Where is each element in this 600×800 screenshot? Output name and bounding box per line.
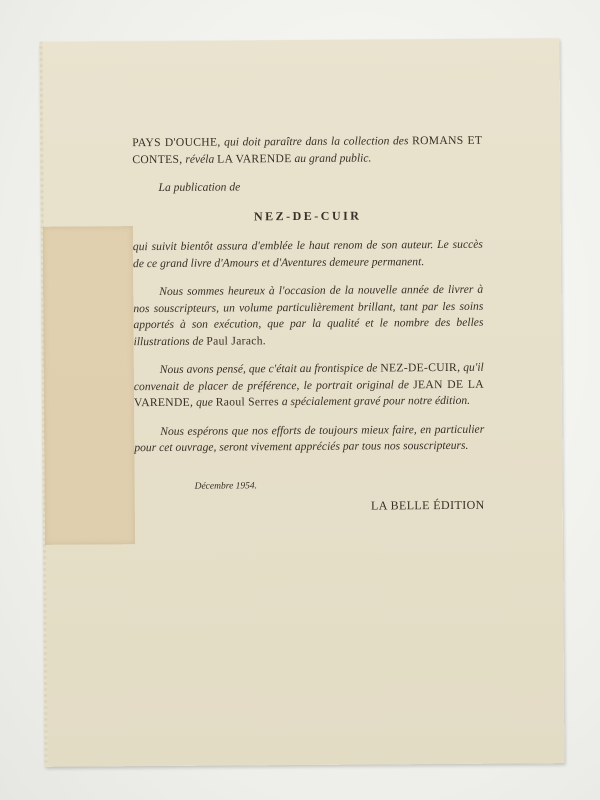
illustrator-name: Paul Jarach. xyxy=(206,333,267,348)
letter-sheet xyxy=(39,38,564,767)
tape-strip xyxy=(43,226,135,545)
paragraph-closing: Nous espérons que nos efforts de toujours mieux faire, en particulier pour cet ouvrage, seront vivement appréciés par tous nos souscripteurs. xyxy=(134,422,485,455)
publisher-signature: LA BELLE ÉDITION xyxy=(370,497,485,513)
paragraph-intro: PAYS D'OUCHE, qui doit paraître dans la collection des ROMANS ET CONTES, révéla LA VARENDE au grand public. xyxy=(132,133,483,166)
author-name: LA VARENDE xyxy=(217,151,292,166)
book-title-pays-douche: PAYS D'OUCHE, xyxy=(132,135,221,150)
engraver-name: Raoul Serres xyxy=(215,395,279,409)
author-full-name: JEAN DE LA VARENDE, xyxy=(133,377,484,410)
collection-name: ROMANS ET CONTES, xyxy=(132,133,483,166)
paragraph-new-year: Nous sommes heureux à l'occasion de la nouvelle année de livrer à nos souscripteurs, un volume particulièrement brillant, tant par les soins apportés à son exécution, que par la qualité et le nombre des belles illustrations de Paul Jarach. xyxy=(133,282,484,348)
book-title-nez-de-cuir: NEZ-DE-CUIR xyxy=(253,208,362,223)
letter-date: Décembre 1954. xyxy=(194,480,258,492)
paragraph-success: qui suivit bientôt assura d'emblée le haut renom de son auteur. Le succès de ce grand livre d'Amours et d'Aventures demeure permanent. xyxy=(132,237,483,270)
paragraph-publication: La publication de xyxy=(158,180,241,194)
letter-body xyxy=(132,133,485,516)
book-title-caps: NEZ-DE-CUIR, xyxy=(380,360,461,375)
paragraph-frontispiece: Nous avons pensé, que c'était au frontispice de NEZ-DE-CUIR, qu'il convenait de placer de préférence, le portrait original de JEAN DE LA VARENDE, que Raoul Serres a spécialement gravé pour notre édition. xyxy=(133,360,484,410)
